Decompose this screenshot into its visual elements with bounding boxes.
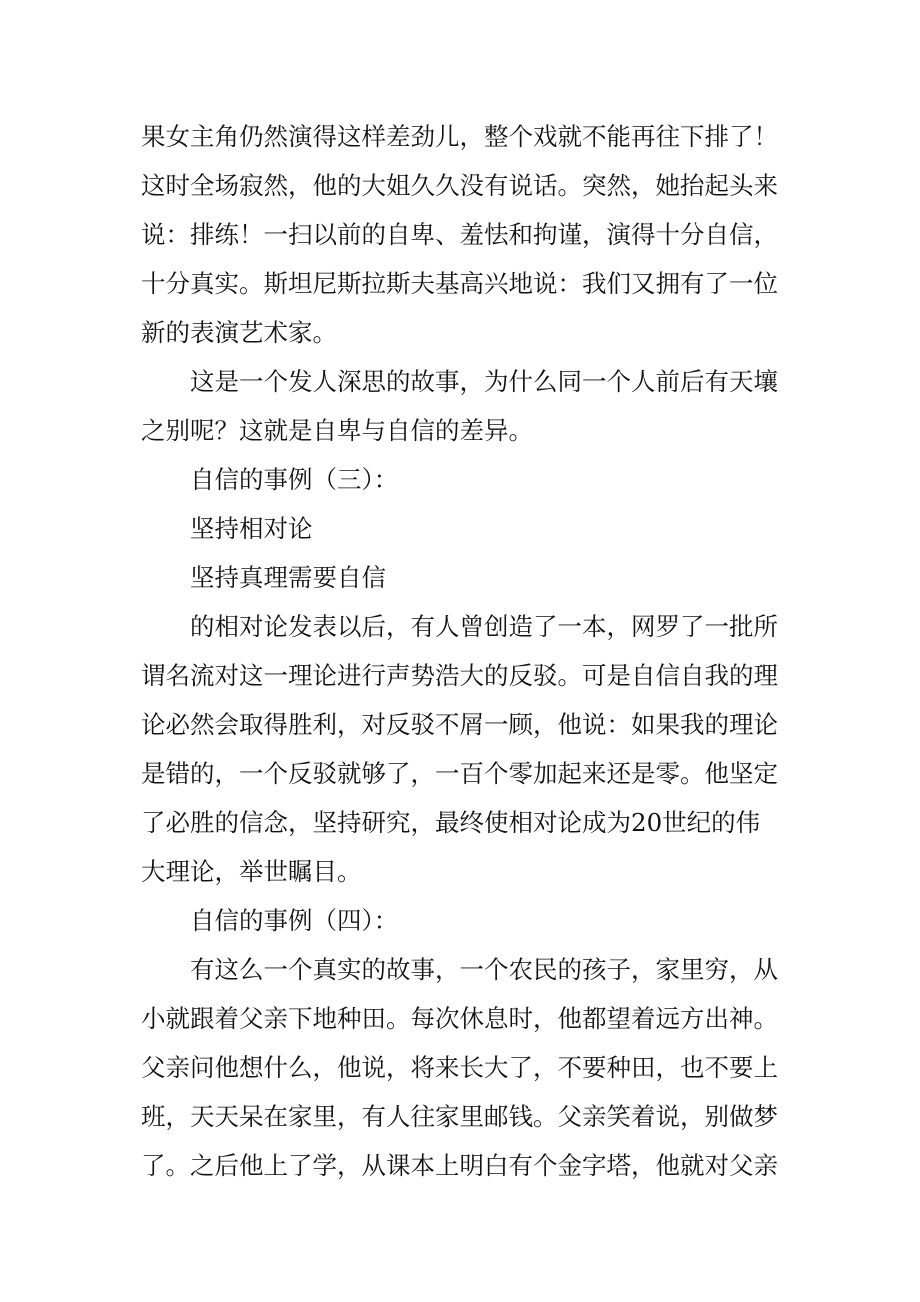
text-line: 新的表演艺术家。 — [141, 318, 337, 347]
text-line: 班，天天呆在家里，有人往家里邮钱。父亲笑着说，别做梦 — [141, 1102, 778, 1131]
text-line: 是错的，一个反驳就够了，一百个零加起来还是零。他坚定 — [141, 759, 778, 788]
paragraph-farmer-story — [141, 945, 791, 1190]
text-line: 这是一个发人深思的故事，为什么同一个人前后有天壤 — [190, 367, 778, 396]
subheading-relativity — [141, 504, 791, 553]
text-line: 有这么一个真实的故事，一个农民的孩子，家里穷，从 — [190, 955, 778, 984]
paragraph-2 — [141, 357, 791, 455]
document-body — [141, 112, 791, 1190]
section-heading-4 — [141, 896, 791, 945]
text-line: 说：排练！一扫以前的自卑、羞怯和拘谨，演得十分自信， — [141, 220, 778, 249]
text-line: 小就跟着父亲下地种田。每次休息时，他都望着远方出神。 — [141, 1004, 778, 1033]
subheading-truth — [141, 553, 791, 602]
heading-line: 自信的事例（四）： — [190, 906, 399, 935]
heading-line: 坚持真理需要自信 — [190, 563, 386, 592]
paragraph-relativity — [141, 602, 791, 896]
text-line: 果女主角仍然演得这样差劲儿，整个戏就不能再往下排了！ — [141, 122, 778, 151]
paragraph-1 — [141, 112, 791, 357]
text-line: 这时全场寂然，他的大姐久久没有说话。突然，她抬起头来 — [141, 171, 778, 200]
text-line: 了必胜的信念，坚持研究，最终使相对论成为20世纪的伟 — [141, 808, 761, 837]
text-line: 父亲问他想什么，他说，将来长大了，不要种田，也不要上 — [141, 1053, 778, 1082]
heading-line: 自信的事例（三）： — [190, 465, 399, 494]
text-line: 的相对论发表以后，有人曾创造了一本，网罗了一批所 — [190, 612, 778, 641]
text-line: 谓名流对这一理论进行声势浩大的反驳。可是自信自我的理 — [141, 661, 778, 690]
heading-line: 坚持相对论 — [190, 514, 313, 543]
text-line: 论必然会取得胜利，对反驳不屑一顾，他说：如果我的理论 — [141, 710, 778, 739]
text-line: 大理论，举世瞩目。 — [141, 857, 362, 886]
section-heading-3 — [141, 455, 791, 504]
text-line: 之别呢？这就是自卑与自信的差异。 — [141, 416, 533, 445]
text-line: 了。之后他上了学，从课本上明白有个金字塔，他就对父亲 — [141, 1151, 778, 1180]
text-line: 十分真实。斯坦尼斯拉斯夫基高兴地说：我们又拥有了一位 — [141, 269, 778, 298]
